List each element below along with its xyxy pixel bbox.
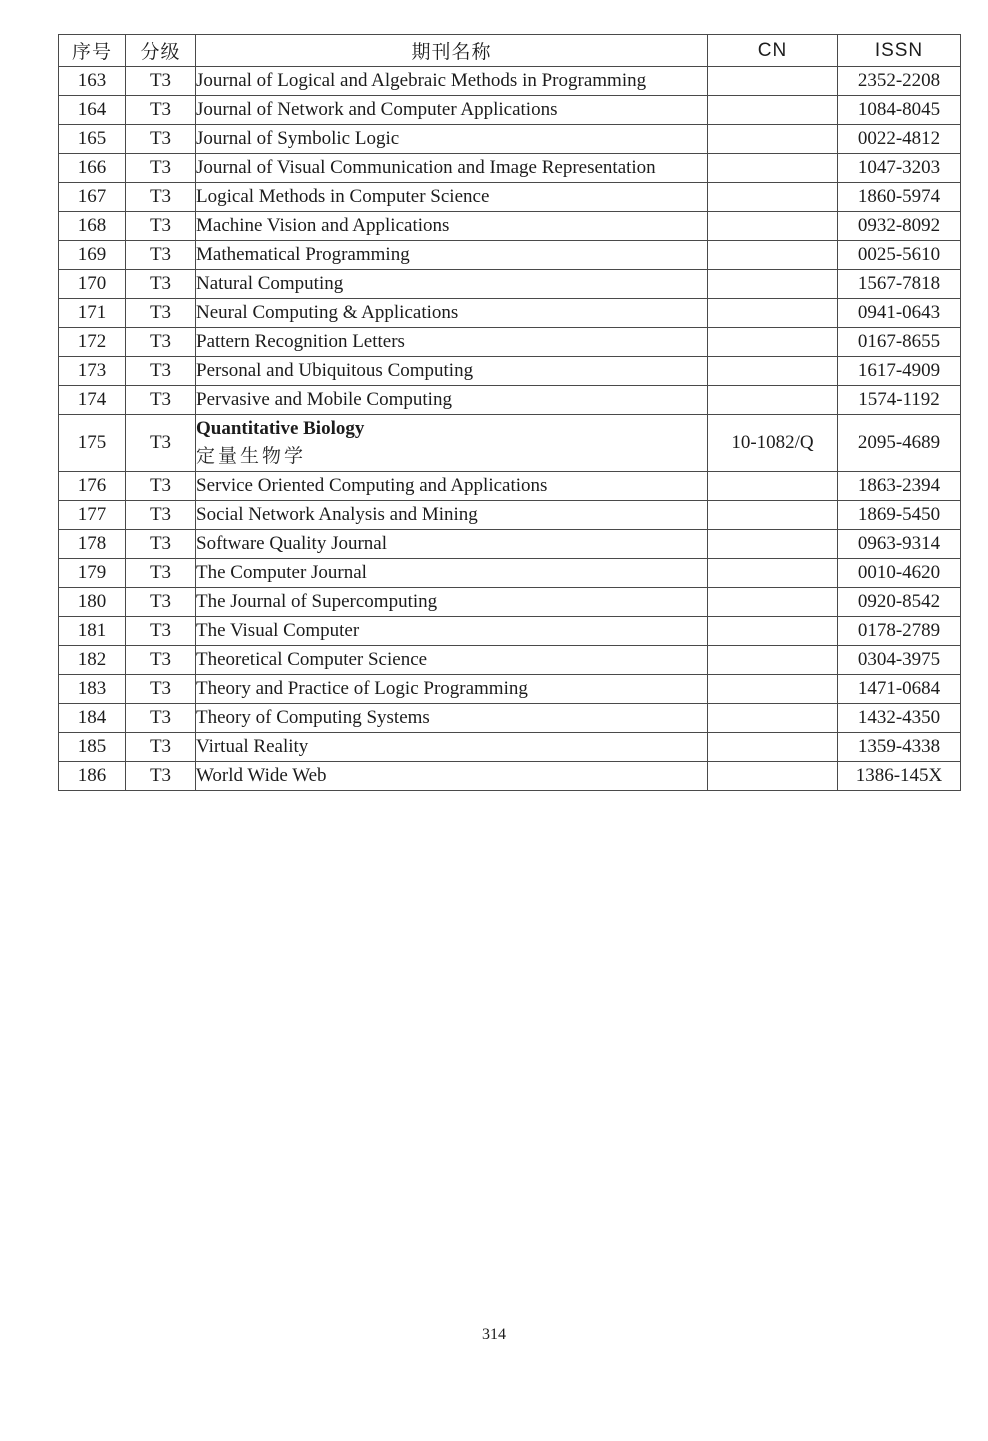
- cell-issn: 0022-4812: [838, 125, 961, 154]
- table-row: [59, 501, 961, 530]
- cell-cn: [708, 270, 838, 299]
- cell-journal-name: [196, 704, 708, 733]
- cell-journal-name: [196, 241, 708, 270]
- cell-index: 164: [59, 96, 126, 125]
- table-row: [59, 588, 961, 617]
- table-row: [59, 733, 961, 762]
- cell-issn: 0178-2789: [838, 617, 961, 646]
- cell-issn: 0963-9314: [838, 530, 961, 559]
- cell-index: 181: [59, 617, 126, 646]
- cell-cn: [708, 530, 838, 559]
- journal-name-english: Mathematical Programming: [196, 244, 410, 265]
- cell-journal-name: [196, 675, 708, 704]
- table-body: [59, 67, 961, 791]
- journal-name-english: Theory and Practice of Logic Programming: [196, 678, 528, 699]
- cell-grade: T3: [126, 501, 196, 530]
- cell-grade: T3: [126, 125, 196, 154]
- table-row: [59, 154, 961, 183]
- column-header-cn: CN: [708, 35, 838, 67]
- cell-cn: [708, 501, 838, 530]
- cell-grade: T3: [126, 328, 196, 357]
- cell-issn: 1432-4350: [838, 704, 961, 733]
- cell-journal-name: [196, 762, 708, 791]
- table-row: [59, 67, 961, 96]
- cell-cn: [708, 675, 838, 704]
- table-row: [59, 762, 961, 791]
- cell-index: 163: [59, 67, 126, 96]
- cell-cn: [708, 617, 838, 646]
- cell-journal-name: [196, 270, 708, 299]
- journal-name-english: Personal and Ubiquitous Computing: [196, 360, 474, 381]
- cell-index: 166: [59, 154, 126, 183]
- cell-grade: T3: [126, 530, 196, 559]
- cell-issn: 1860-5974: [838, 183, 961, 212]
- cell-cn: [708, 125, 838, 154]
- cell-index: 167: [59, 183, 126, 212]
- table-row: [59, 357, 961, 386]
- cell-grade: T3: [126, 762, 196, 791]
- cell-index: 177: [59, 501, 126, 530]
- journal-table-container: [58, 34, 961, 791]
- cell-journal-name: [196, 530, 708, 559]
- cell-index: 185: [59, 733, 126, 762]
- cell-issn: 0932-8092: [838, 212, 961, 241]
- cell-journal-name: [196, 386, 708, 415]
- cell-grade: T3: [126, 733, 196, 762]
- cell-issn: 1386-145X: [838, 762, 961, 791]
- table-row: [59, 212, 961, 241]
- journal-name-english: Virtual Reality: [196, 736, 309, 757]
- cell-issn: 0304-3975: [838, 646, 961, 675]
- cell-index: 176: [59, 472, 126, 501]
- journal-name-english: The Computer Journal: [196, 562, 367, 583]
- cell-cn: [708, 67, 838, 96]
- cell-grade: T3: [126, 559, 196, 588]
- journal-name-english: Pattern Recognition Letters: [196, 331, 405, 352]
- cell-issn: 0025-5610: [838, 241, 961, 270]
- cell-cn: [708, 733, 838, 762]
- cell-index: 173: [59, 357, 126, 386]
- cell-index: 165: [59, 125, 126, 154]
- journal-name-english: Natural Computing: [196, 273, 344, 294]
- cell-grade: T3: [126, 386, 196, 415]
- table-row: [59, 675, 961, 704]
- journal-name-english: Journal of Logical and Algebraic Methods in Programming: [196, 70, 647, 91]
- cell-cn: [708, 588, 838, 617]
- column-header-grade: 分级: [126, 35, 196, 67]
- cell-index: 179: [59, 559, 126, 588]
- cell-journal-name: [196, 357, 708, 386]
- journal-name-english: Social Network Analysis and Mining: [196, 504, 478, 525]
- cell-cn: [708, 704, 838, 733]
- cell-grade: T3: [126, 212, 196, 241]
- cell-journal-name: [196, 328, 708, 357]
- cell-issn: 0167-8655: [838, 328, 961, 357]
- table-row: [59, 472, 961, 501]
- table-header-row: [59, 35, 961, 67]
- cell-journal-name: [196, 733, 708, 762]
- table-row: [59, 328, 961, 357]
- cell-issn: 0920-8542: [838, 588, 961, 617]
- cell-issn: 0010-4620: [838, 559, 961, 588]
- column-header-index: 序号: [59, 35, 126, 67]
- table-row: [59, 183, 961, 212]
- cell-index: 171: [59, 299, 126, 328]
- cell-issn: 1863-2394: [838, 472, 961, 501]
- cell-journal-name: [196, 183, 708, 212]
- cell-journal-name: [196, 588, 708, 617]
- table-row: [59, 415, 961, 472]
- cell-issn: 2352-2208: [838, 67, 961, 96]
- table-row: [59, 704, 961, 733]
- cell-issn: 1047-3203: [838, 154, 961, 183]
- cell-grade: T3: [126, 617, 196, 646]
- journal-name-english: Theoretical Computer Science: [196, 649, 428, 670]
- cell-index: 168: [59, 212, 126, 241]
- cell-index: 169: [59, 241, 126, 270]
- cell-journal-name: [196, 67, 708, 96]
- cell-index: 172: [59, 328, 126, 357]
- cell-index: 175: [59, 415, 126, 472]
- cell-journal-name: [196, 559, 708, 588]
- cell-index: 174: [59, 386, 126, 415]
- cell-journal-name: [196, 212, 708, 241]
- cell-issn: 1084-8045: [838, 96, 961, 125]
- journal-name-english: Pervasive and Mobile Computing: [196, 389, 452, 410]
- cell-grade: T3: [126, 96, 196, 125]
- journal-name-english: The Journal of Supercomputing: [196, 591, 438, 612]
- journal-name-english: Journal of Symbolic Logic: [196, 128, 400, 149]
- cell-index: 180: [59, 588, 126, 617]
- journal-name-english: The Visual Computer: [196, 620, 360, 641]
- cell-grade: T3: [126, 415, 196, 472]
- cell-issn: 1617-4909: [838, 357, 961, 386]
- journal-name-english: Machine Vision and Applications: [196, 215, 450, 236]
- cell-issn: 1574-1192: [838, 386, 961, 415]
- table-row: [59, 646, 961, 675]
- journal-name-english: Software Quality Journal: [196, 533, 388, 554]
- cell-issn: 1359-4338: [838, 733, 961, 762]
- journal-name-chinese: 定量生物学: [196, 446, 307, 467]
- cell-cn: [708, 646, 838, 675]
- cell-cn: [708, 154, 838, 183]
- table-row: [59, 125, 961, 154]
- page-number: 314: [482, 1326, 506, 1343]
- cell-journal-name: [196, 96, 708, 125]
- cell-journal-name: [196, 501, 708, 530]
- cell-grade: T3: [126, 241, 196, 270]
- journal-name-english: Service Oriented Computing and Applications: [196, 475, 548, 496]
- journal-name-english: Quantitative Biology: [196, 418, 365, 439]
- cell-journal-name: [196, 415, 708, 472]
- cell-cn: 10-1082/Q: [708, 415, 838, 472]
- cell-grade: T3: [126, 357, 196, 386]
- cell-grade: T3: [126, 67, 196, 96]
- journal-name-english: Logical Methods in Computer Science: [196, 186, 490, 207]
- table-row: [59, 559, 961, 588]
- cell-cn: [708, 328, 838, 357]
- cell-cn: [708, 299, 838, 328]
- cell-cn: [708, 357, 838, 386]
- journal-name-english: World Wide Web: [196, 765, 327, 786]
- table-row: [59, 96, 961, 125]
- cell-index: 170: [59, 270, 126, 299]
- table-row: [59, 386, 961, 415]
- table-row: [59, 270, 961, 299]
- cell-journal-name: [196, 472, 708, 501]
- cell-cn: [708, 559, 838, 588]
- table-row: [59, 530, 961, 559]
- cell-cn: [708, 212, 838, 241]
- cell-journal-name: [196, 299, 708, 328]
- cell-issn: 1869-5450: [838, 501, 961, 530]
- cell-grade: T3: [126, 472, 196, 501]
- cell-issn: 2095-4689: [838, 415, 961, 472]
- cell-index: 183: [59, 675, 126, 704]
- cell-grade: T3: [126, 299, 196, 328]
- cell-index: 178: [59, 530, 126, 559]
- cell-journal-name: [196, 125, 708, 154]
- cell-cn: [708, 241, 838, 270]
- cell-grade: T3: [126, 675, 196, 704]
- journal-name-english: Neural Computing & Applications: [196, 302, 459, 323]
- cell-index: 184: [59, 704, 126, 733]
- journal-name-english: Theory of Computing Systems: [196, 707, 430, 728]
- table-row: [59, 241, 961, 270]
- journal-table: [58, 34, 961, 791]
- table-header: [59, 35, 961, 67]
- column-header-journal-name: 期刊名称: [196, 35, 708, 67]
- cell-issn: 1471-0684: [838, 675, 961, 704]
- cell-journal-name: [196, 646, 708, 675]
- cell-grade: T3: [126, 704, 196, 733]
- cell-index: 186: [59, 762, 126, 791]
- cell-grade: T3: [126, 154, 196, 183]
- cell-grade: T3: [126, 270, 196, 299]
- column-header-issn: ISSN: [838, 35, 961, 67]
- cell-journal-name: [196, 617, 708, 646]
- cell-cn: [708, 386, 838, 415]
- cell-grade: T3: [126, 588, 196, 617]
- table-row: [59, 617, 961, 646]
- cell-cn: [708, 183, 838, 212]
- cell-index: 182: [59, 646, 126, 675]
- cell-issn: 0941-0643: [838, 299, 961, 328]
- cell-grade: T3: [126, 183, 196, 212]
- cell-cn: [708, 96, 838, 125]
- cell-issn: 1567-7818: [838, 270, 961, 299]
- cell-cn: [708, 472, 838, 501]
- table-row: [59, 299, 961, 328]
- cell-cn: [708, 762, 838, 791]
- cell-journal-name: [196, 154, 708, 183]
- journal-name-english: Journal of Network and Computer Applications: [196, 99, 558, 120]
- cell-grade: T3: [126, 646, 196, 675]
- journal-name-english: Journal of Visual Communication and Image Representation: [196, 157, 656, 178]
